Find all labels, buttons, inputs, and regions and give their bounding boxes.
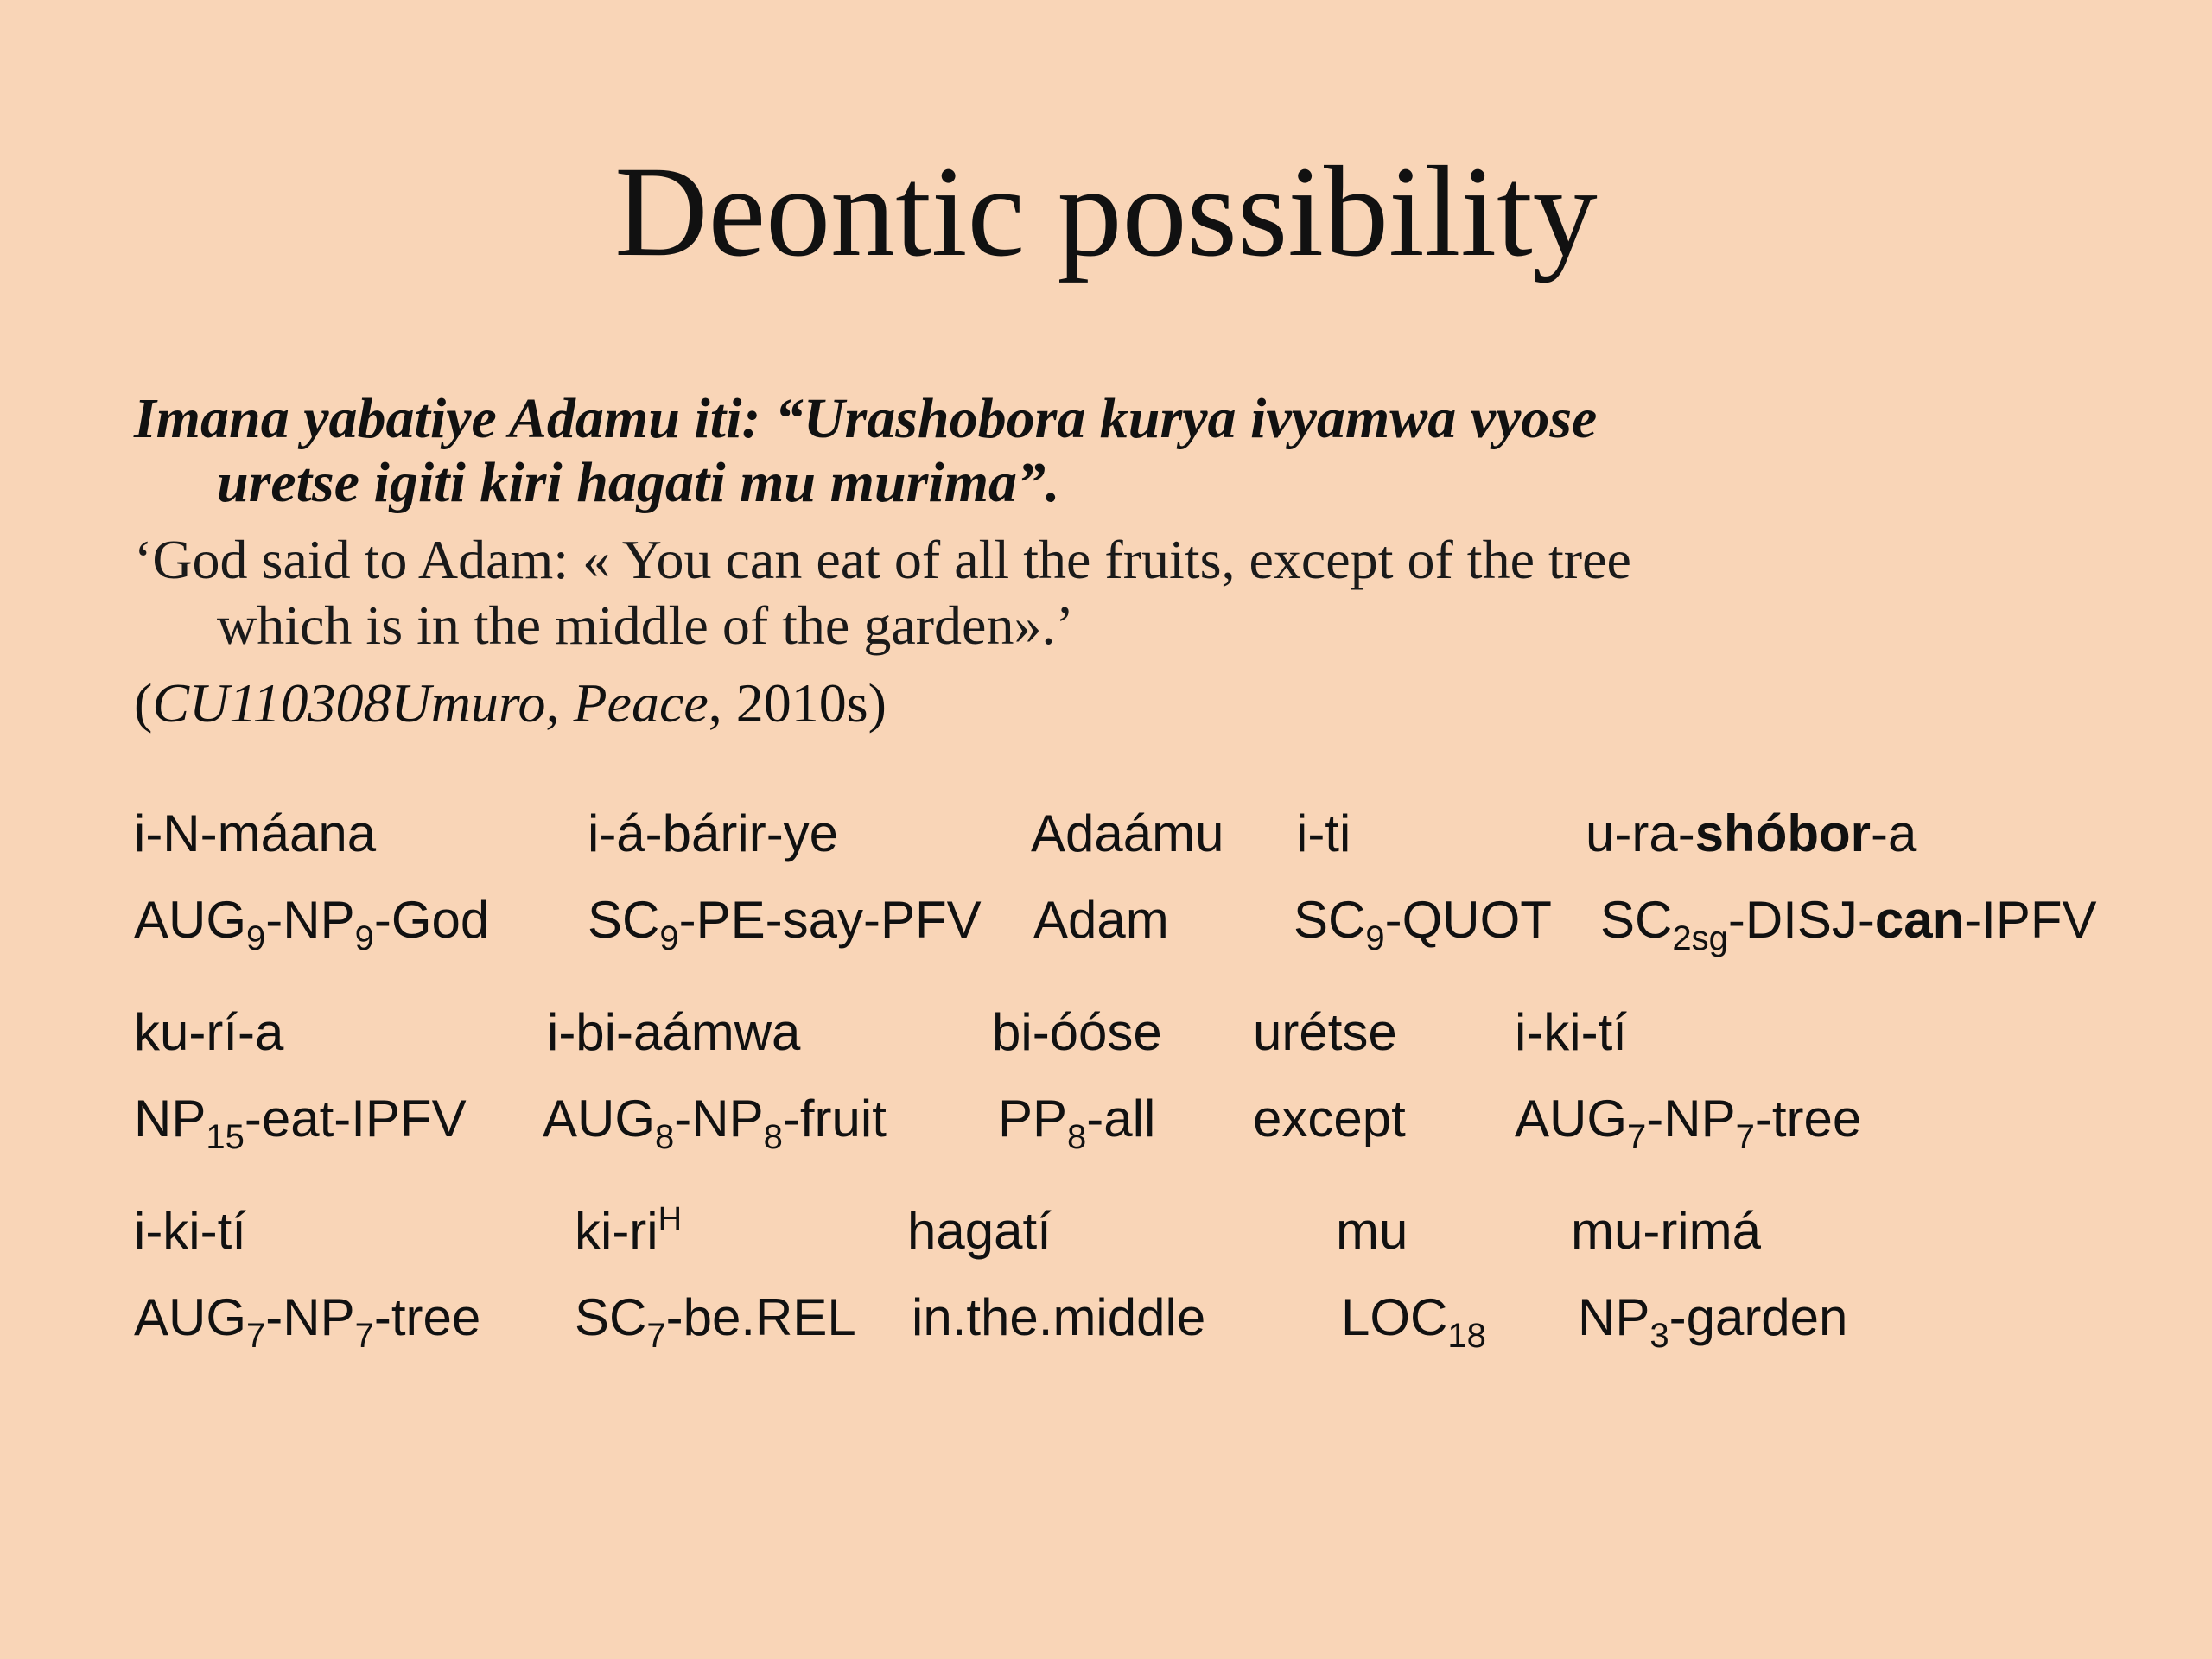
- word-kuria: ku-rí-a: [134, 1003, 284, 1061]
- kirundi-sentence: [134, 387, 2121, 515]
- gloss-part: AUG: [1515, 1090, 1628, 1147]
- gloss-pp-all: [998, 1089, 1156, 1156]
- word-kiri-high-tone: H: [658, 1201, 683, 1237]
- gloss-adam: Adam: [1033, 891, 1169, 949]
- word-adaamu: Adaámu: [1031, 804, 1224, 862]
- gloss-subscript: 8: [1067, 1118, 1087, 1156]
- gloss-part: -DISJ-: [1727, 891, 1875, 949]
- gloss-sc-pe-say: [588, 890, 982, 957]
- source-open-paren: (: [134, 672, 153, 734]
- gloss-aug-np-god: [134, 890, 490, 957]
- word-murima: mu-rimá: [1571, 1202, 1761, 1260]
- gloss-part: SC: [1600, 891, 1673, 949]
- gloss-subscript: 9: [246, 919, 266, 957]
- gloss-loc: [1341, 1287, 1486, 1355]
- gloss-part: -tree: [1754, 1090, 1862, 1147]
- slide-title: Deontic possibility: [614, 140, 1598, 283]
- gloss-part: AUG: [543, 1090, 656, 1147]
- gloss-part: -IPFV: [1964, 891, 2097, 949]
- translation-line-2: which is in the middle of the garden».’: [217, 594, 1074, 656]
- source-id: CU110308Umuro, Peace: [152, 672, 709, 734]
- gloss-part: PP: [998, 1090, 1068, 1147]
- gloss-part: AUG: [134, 1288, 247, 1346]
- gloss-subscript: 7: [354, 1317, 374, 1355]
- gloss-part: -eat-IPFV: [244, 1090, 467, 1147]
- word-uretse: urétse: [1253, 1003, 1397, 1061]
- word-imaana: i-N-máana: [134, 804, 377, 862]
- gloss-subscript: 7: [646, 1317, 666, 1355]
- gloss-subscript: 15: [206, 1118, 245, 1156]
- gloss-part: NP: [1578, 1288, 1650, 1346]
- gloss-part: -be.REL: [665, 1288, 856, 1346]
- example-sentence: [134, 387, 2121, 736]
- word-kiri-base: ki-ri: [575, 1202, 658, 1260]
- gloss-subscript: 7: [1627, 1118, 1647, 1156]
- gloss-part: SC: [575, 1288, 647, 1346]
- word-ikiti: i-ki-tí: [134, 1202, 246, 1260]
- gloss-subscript: 9: [1365, 919, 1385, 957]
- word-urashobora: [1586, 804, 1916, 864]
- gloss-subscript: 8: [763, 1118, 783, 1156]
- gloss-in-the-middle: in.the.middle: [912, 1288, 1206, 1346]
- gloss-part: SC: [588, 891, 660, 949]
- gloss-bold-can: can: [1874, 891, 1965, 949]
- source-citation: [134, 671, 2121, 736]
- gloss-subscript: 9: [659, 919, 679, 957]
- gloss-np-garden: [1578, 1287, 1848, 1355]
- word-iabarirye: i-á-bárir-ye: [588, 804, 839, 862]
- gloss-np-eat: [134, 1089, 467, 1156]
- gloss-aug-np-fruit: [543, 1089, 887, 1156]
- word-iti: i-ti: [1296, 804, 1351, 862]
- gloss-part: -QUOT: [1384, 891, 1552, 949]
- gloss-part: LOC: [1341, 1288, 1448, 1346]
- gloss-part: -fruit: [782, 1090, 887, 1147]
- gloss-except: except: [1253, 1090, 1406, 1147]
- gloss-sc-disj-can: [1600, 890, 2097, 957]
- word-urashobora-post: -a: [1871, 804, 1917, 862]
- gloss-part: -garden: [1669, 1288, 1848, 1346]
- gloss-part: -NP: [265, 891, 355, 949]
- word-ibiaamwa: i-bi-aámwa: [547, 1003, 801, 1061]
- gloss-part: -NP: [1646, 1090, 1736, 1147]
- word-urashobora-root: shóbor: [1694, 804, 1872, 862]
- word-urashobora-pre: u-ra-: [1586, 804, 1695, 862]
- word-biose: bi-óóse: [992, 1003, 1162, 1061]
- kirundi-line-2: uretse igiti kiri hagati mu murima”.: [217, 451, 1060, 514]
- word-mu: mu: [1336, 1202, 1408, 1260]
- gloss-part: -PE-say-PFV: [678, 891, 982, 949]
- gloss-subscript: 7: [246, 1317, 266, 1355]
- word-ikiti: i-ki-tí: [1515, 1003, 1627, 1061]
- gloss-subscript: 8: [655, 1118, 675, 1156]
- gloss-subscript: 9: [354, 919, 374, 957]
- gloss-sc-quot: [1294, 890, 1552, 957]
- gloss-part: NP: [134, 1090, 207, 1147]
- gloss-part: AUG: [134, 891, 247, 949]
- gloss-part: -NP: [674, 1090, 764, 1147]
- source-rest: , 2010s): [708, 672, 887, 734]
- gloss-part: -all: [1086, 1090, 1156, 1147]
- gloss-part: SC: [1294, 891, 1366, 949]
- word-hagati: hagatí: [907, 1202, 1052, 1260]
- english-translation: [134, 527, 2121, 658]
- gloss-aug-np-tree: [134, 1287, 481, 1355]
- word-kiri: [575, 1201, 682, 1262]
- gloss-part: -God: [373, 891, 490, 949]
- gloss-subscript: 7: [1735, 1118, 1755, 1156]
- gloss-part: -NP: [265, 1288, 355, 1346]
- gloss-subscript: 3: [1649, 1317, 1669, 1355]
- gloss-part: -tree: [373, 1288, 481, 1346]
- translation-line-1: ‘God said to Adam: « You can eat of all the fruits, except of the tree: [134, 529, 1631, 590]
- gloss-subscript: 2sg: [1672, 919, 1728, 957]
- gloss-aug-np-tree: [1515, 1089, 1862, 1156]
- gloss-subscript: 18: [1447, 1317, 1486, 1355]
- gloss-sc-be-rel: [575, 1287, 856, 1355]
- kirundi-line-1: Imana yabatiye Adamu iti: “Urashobora kurya ivyamwa vyose: [134, 387, 1598, 450]
